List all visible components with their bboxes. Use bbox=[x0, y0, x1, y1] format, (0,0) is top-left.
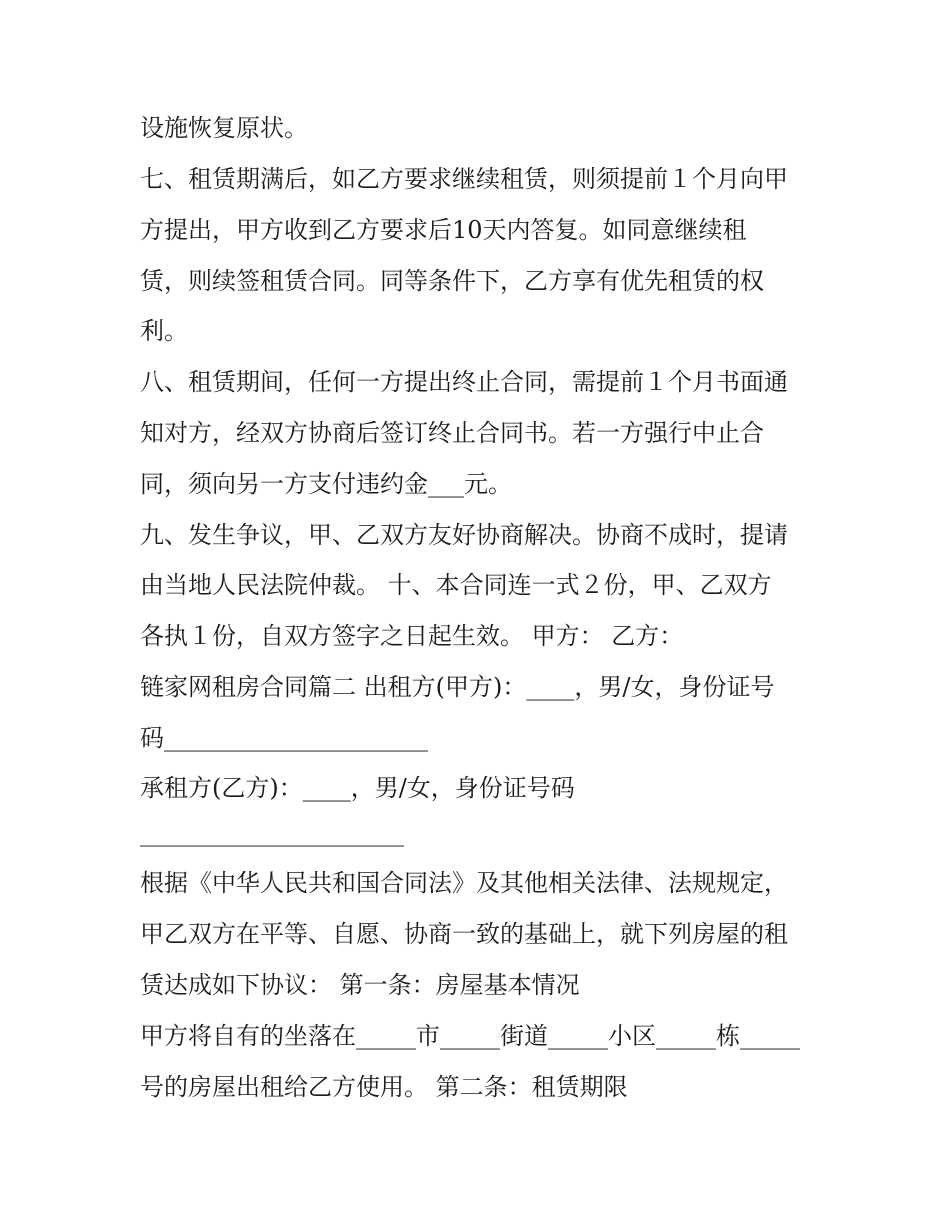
paragraph-line: 利。 bbox=[140, 317, 188, 345]
paragraph-line: 各执１份，自双方签字之日起生效。 甲方： 乙方： bbox=[140, 622, 684, 650]
paragraph-line: 方提出，甲方收到乙方要求后10天内答复。如同意继续租 bbox=[140, 216, 747, 244]
paragraph-line: 七、租赁期满后，如乙方要求继续租赁，则须提前１个月向甲 bbox=[140, 165, 788, 193]
paragraph-line: 根据《中华人民共和国合同法》及其他相关法律、法规规定， bbox=[140, 869, 788, 897]
paragraph-line: 赁，则续签租赁合同。同等条件下，乙方享有优先租赁的权 bbox=[140, 267, 764, 295]
paragraph-line: 链家网租房合同篇二 出租方(甲方)：____，男/女，身份证号 bbox=[140, 673, 775, 701]
paragraph-line: 同，须向另一方支付违约金___元。 bbox=[140, 470, 512, 498]
paragraph-line: 号的房屋出租给乙方使用。 第二条：租赁期限 bbox=[140, 1073, 628, 1101]
paragraph-line: 八、租赁期间，任何一方提出终止合同，需提前１个月书面通 bbox=[140, 368, 788, 396]
paragraph-line: 设施恢复原状。 bbox=[140, 114, 308, 142]
paragraph-line: 由当地人民法院仲裁。 十、本合同连一式２份，甲、乙双方 bbox=[140, 571, 772, 599]
paragraph-line: 甲乙双方在平等、自愿、协商一致的基础上，就下列房屋的租 bbox=[140, 920, 788, 948]
paragraph-line: 赁达成如下协议： 第一条：房屋基本情况 bbox=[140, 971, 580, 999]
paragraph-line: ______________________ bbox=[140, 819, 404, 847]
paragraph-line: 九、发生争议，甲、乙双方友好协商解决。协商不成时，提请 bbox=[140, 521, 788, 549]
paragraph-line: 承租方(乙方)：____，男/女，身份证号码 bbox=[140, 774, 575, 802]
paragraph-line: 知对方，经双方协商后签订终止合同书。若一方强行中止合 bbox=[140, 419, 764, 447]
paragraph-line: 甲方将自有的坐落在_____市_____街道_____小区_____栋_____ bbox=[140, 1022, 800, 1050]
paragraph-line: 码______________________ bbox=[140, 724, 428, 752]
